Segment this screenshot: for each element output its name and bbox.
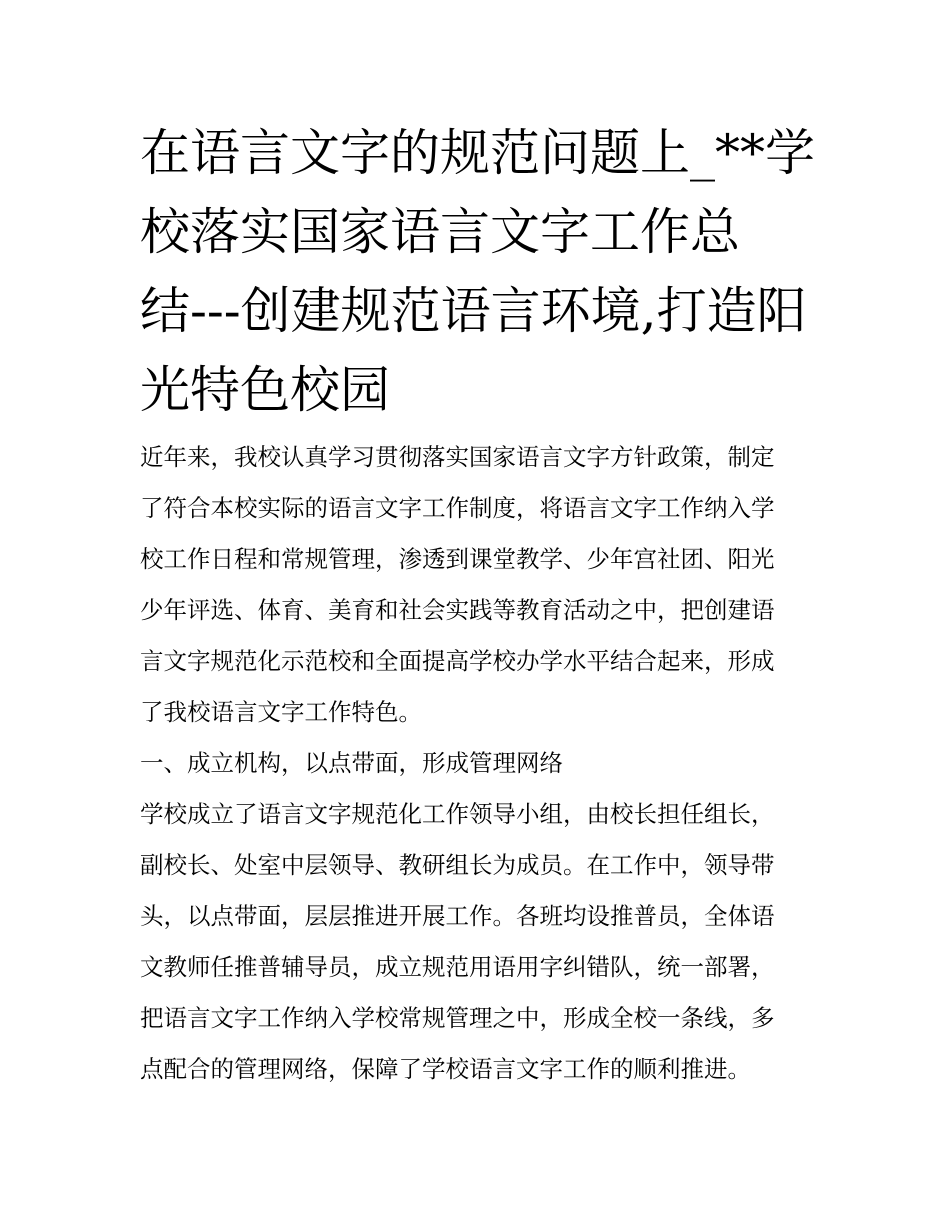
title-line: 校落实国家语言文字工作总 [140, 203, 740, 261]
paragraph-line: 了我校语言文字工作特色。 [140, 698, 422, 726]
title-line: 在语言文字的规范问题上_**学 [140, 124, 815, 182]
intro-paragraph [140, 432, 830, 738]
paragraph-line: 学校成立了语言文字规范化工作领导小组，由校长担任组长， [140, 800, 775, 828]
section-heading: 一、成立机构，以点带面，形成管理网络 [140, 749, 563, 777]
paragraph-line: 把语言文字工作纳入学校常规管理之中，形成全校一条线，多 [140, 1004, 775, 1032]
paragraph-line: 少年评选、体育、美育和社会实践等教育活动之中，把创建语 [140, 596, 775, 624]
document-title [140, 114, 820, 430]
paragraph-line: 言文字规范化示范校和全面提高学校办学水平结合起来，形成 [140, 647, 775, 675]
title-line: 光特色校园 [140, 361, 390, 419]
paragraph-line: 头，以点带面，层层推进开展工作。各班均设推普员，全体语 [140, 902, 775, 930]
title-line: 结---创建规范语言环境,打造阳 [140, 282, 807, 340]
paragraph-line: 近年来，我校认真学习贯彻落实国家语言文字方针政策，制定 [140, 443, 775, 471]
paragraph-line: 校工作日程和常规管理，渗透到课堂教学、少年宫社团、阳光 [140, 545, 775, 573]
paragraph-line: 了符合本校实际的语言文字工作制度，将语言文字工作纳入学 [140, 494, 775, 522]
section-paragraph [140, 789, 830, 1095]
document-body [140, 432, 830, 1095]
paragraph-line: 副校长、处室中层领导、教研组长为成员。在工作中，领导带 [140, 851, 775, 879]
paragraph-line: 点配合的管理网络，保障了学校语言文字工作的顺利推进。 [140, 1055, 751, 1083]
paragraph-line: 文教师任推普辅导员，成立规范用语用字纠错队，统一部署， [140, 953, 775, 981]
